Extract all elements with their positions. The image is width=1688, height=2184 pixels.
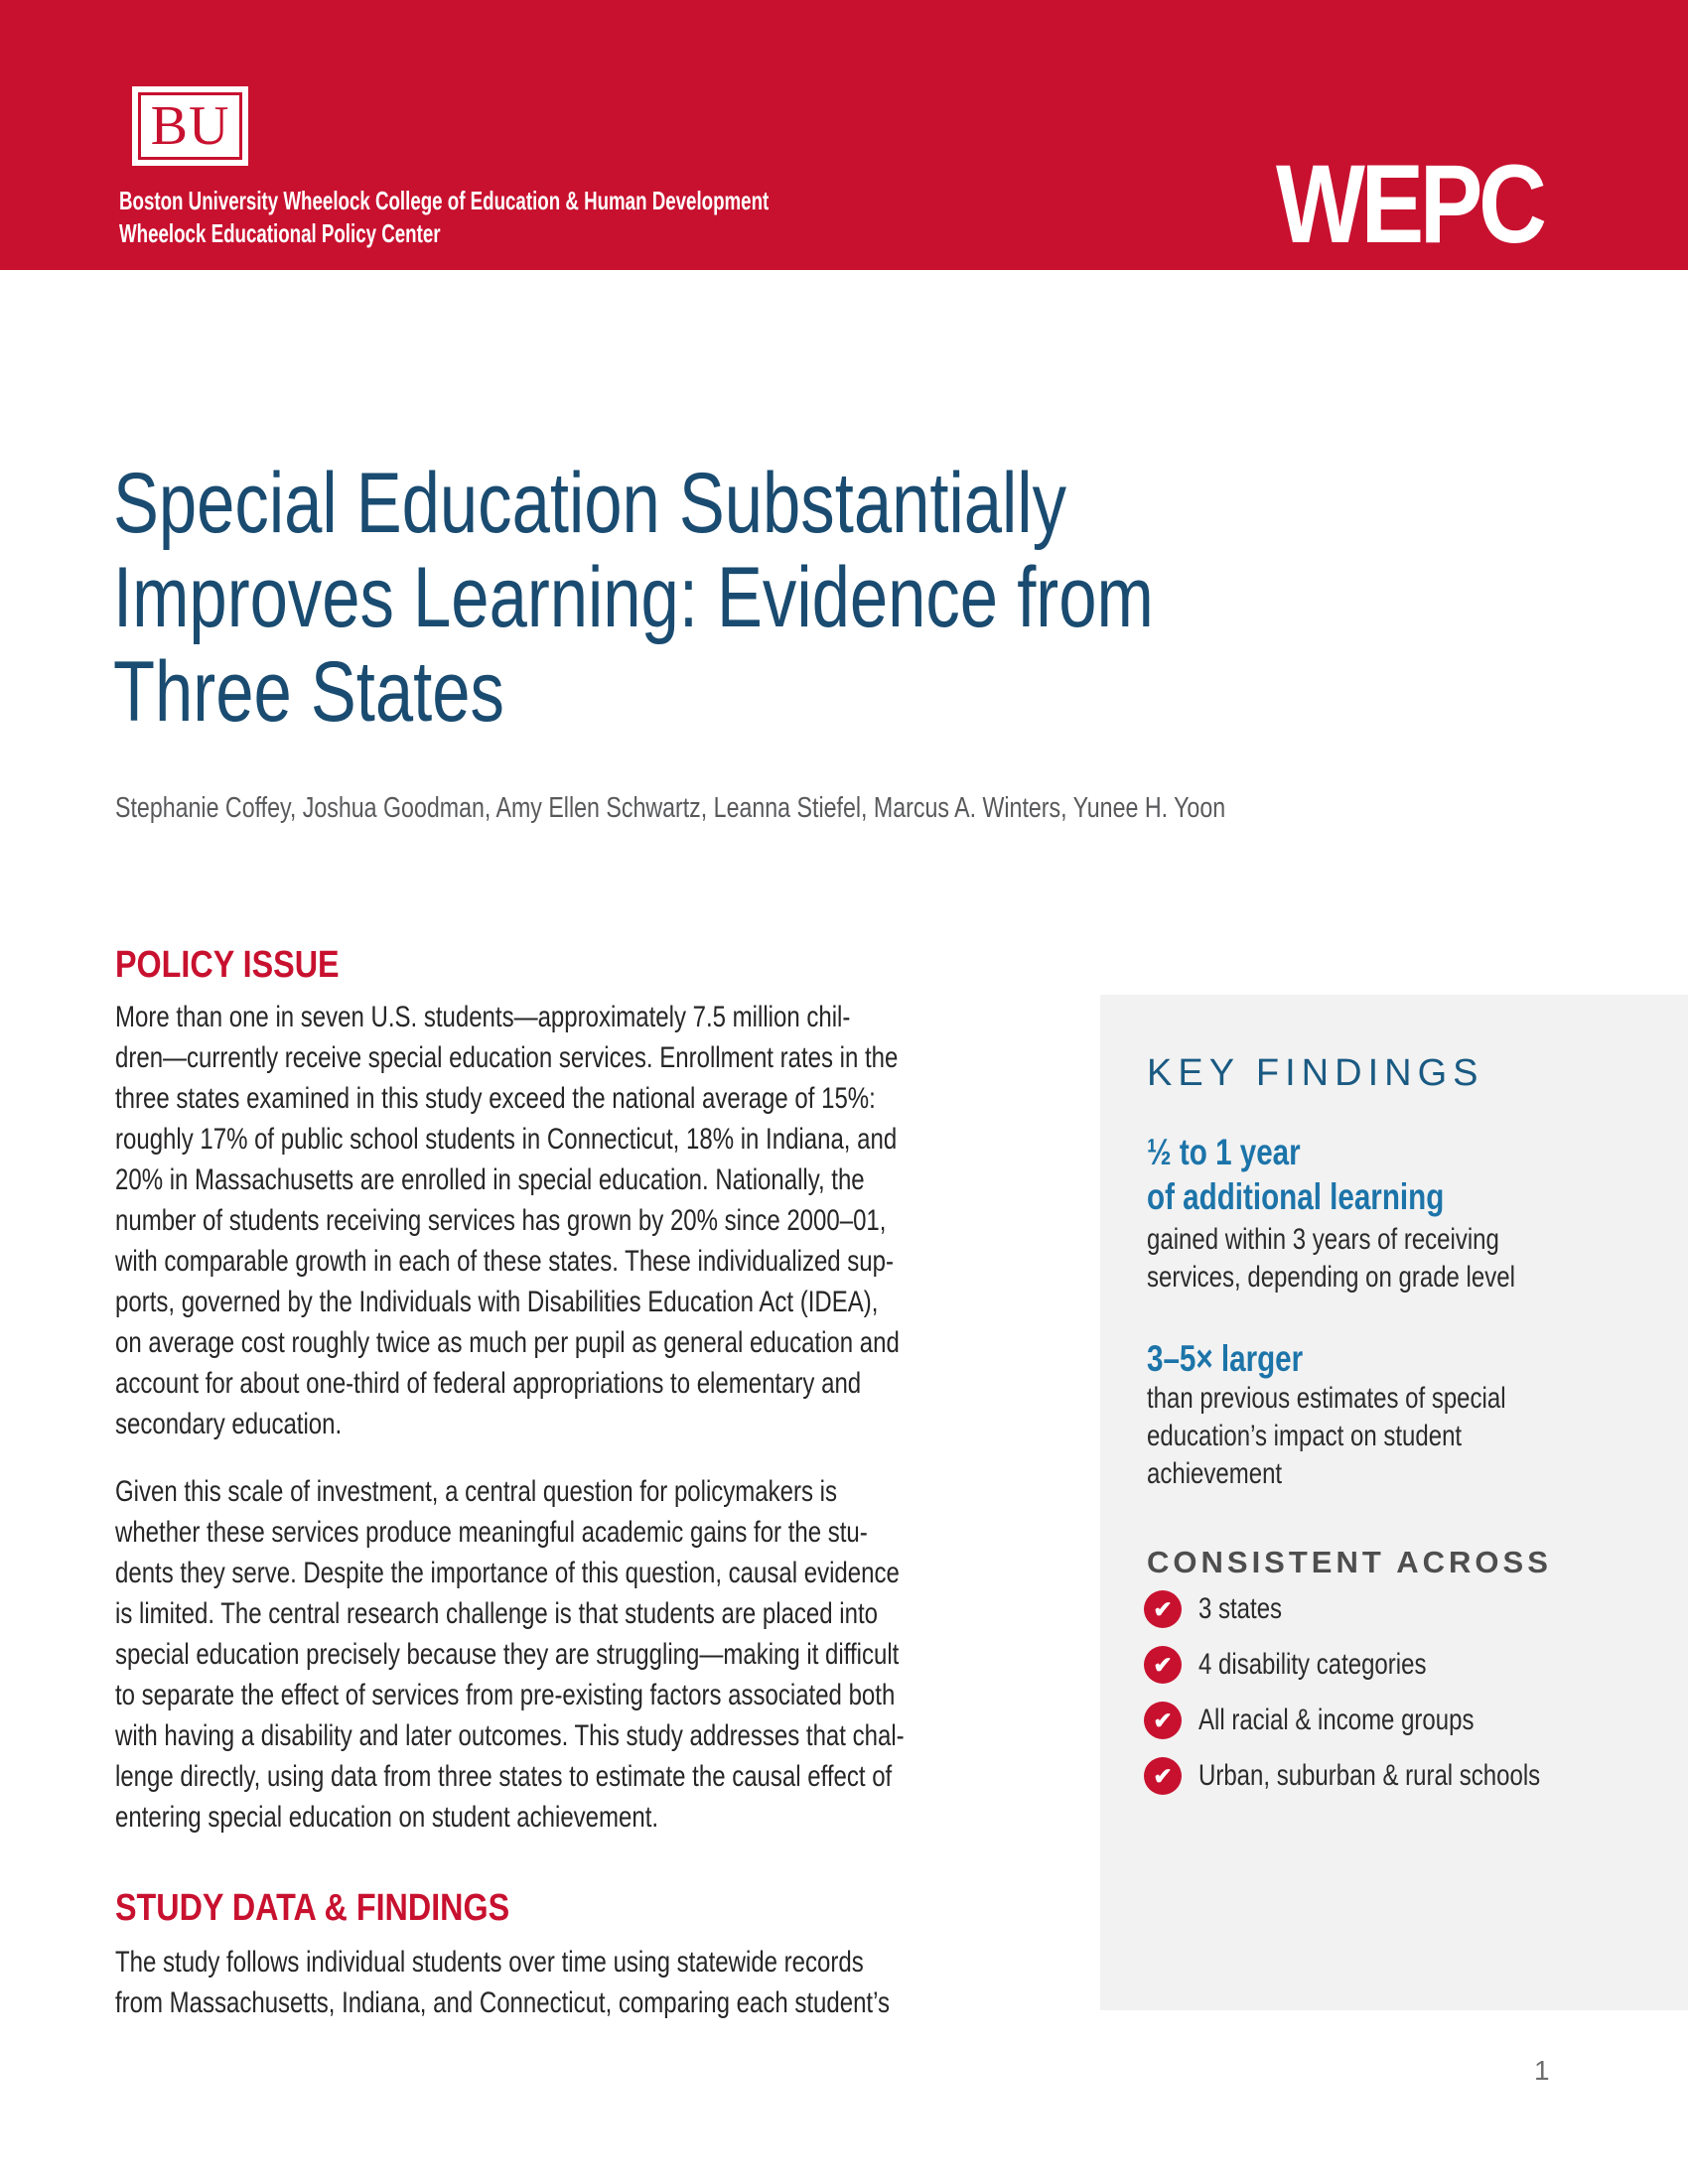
checkmark-icon: ✔ xyxy=(1144,1646,1182,1684)
text-line: on average cost roughly twice as much per pupil as general education and xyxy=(115,1326,900,1359)
text-line: number of students receiving services has grown by 20% since 2000–01, xyxy=(115,1204,887,1237)
org-name-block xyxy=(119,185,1022,250)
consistent-across-list xyxy=(1144,1590,1625,1813)
list-item xyxy=(1144,1646,1625,1684)
text-line: Given this scale of investment, a central question for policymakers is xyxy=(115,1475,837,1508)
bu-logo xyxy=(132,86,248,166)
list-item-label: Urban, suburban & rural schools xyxy=(1198,1759,1541,1792)
list-item xyxy=(1144,1590,1625,1628)
text-line: from Massachusetts, Indiana, and Connecticut, comparing each student’s xyxy=(115,1986,890,2019)
wepc-logo: WEPC xyxy=(1276,142,1543,266)
text-line: dren—currently receive special education services. Enrollment rates in the xyxy=(115,1041,899,1074)
text-line: account for about one-third of federal appropriations to elementary and xyxy=(115,1367,862,1400)
policy-issue-paragraph-2 xyxy=(115,1471,1101,1838)
title-line: Improves Learning: Evidence from xyxy=(113,550,1154,645)
list-item xyxy=(1144,1757,1625,1795)
page-number: 1 xyxy=(1534,2055,1550,2086)
text-line: secondary education. xyxy=(115,1408,343,1440)
title-line: Three States xyxy=(113,644,504,740)
bu-logo-frame xyxy=(138,92,242,160)
text-line: lenge directly, using data from three states to estimate the causal effect of xyxy=(115,1760,893,1793)
text-line: three states examined in this study exceed the national average of 15%: xyxy=(115,1082,876,1115)
text-line: whether these services produce meaningful academic gains for the stu- xyxy=(115,1516,868,1549)
finding-1-description: gained within 3 years of receiving services, depending on grade level xyxy=(1147,1223,1515,1294)
policy-issue-paragraph-1 xyxy=(115,997,1095,1444)
text-line: entering special education on student achievement. xyxy=(115,1801,659,1834)
finding-2-stat: 3–5× larger xyxy=(1147,1338,1304,1379)
org-line-1: Boston University Wheelock College of Education & Human Development xyxy=(119,186,770,215)
text-line: with comparable growth in each of these states. These individualized sup- xyxy=(115,1245,894,1278)
title-line: Special Education Substantially xyxy=(113,456,1066,551)
text-line: is limited. The central research challenge is that students are placed into xyxy=(115,1597,878,1630)
list-item xyxy=(1144,1702,1625,1739)
list-item-label: 3 states xyxy=(1198,1592,1283,1625)
study-data-paragraph xyxy=(115,1942,1083,2023)
authors-line: Stephanie Coffey, Joshua Goodman, Amy Ellen Schwartz, Leanna Stiefel, Marcus A. Winters, Yunee H. Yoon xyxy=(115,792,1226,824)
checkmark-icon: ✔ xyxy=(1144,1590,1182,1628)
finding-2-description: than previous estimates of special education’s impact on student achievement xyxy=(1147,1382,1506,1490)
checkmark-icon: ✔ xyxy=(1144,1702,1182,1739)
policy-issue-heading: POLICY ISSUE xyxy=(115,944,340,986)
checkmark-icon: ✔ xyxy=(1144,1757,1182,1795)
list-item-label: All racial & income groups xyxy=(1198,1704,1475,1736)
text-line: The study follows individual students over time using statewide records xyxy=(115,1946,864,1979)
text-line: dents they serve. Despite the importance of this question, causal evidence xyxy=(115,1557,900,1589)
key-findings-panel xyxy=(1100,995,1688,2010)
text-line: ports, governed by the Individuals with Disabilities Education Act (IDEA), xyxy=(115,1286,879,1318)
consistent-across-heading: CONSISTENT ACROSS xyxy=(1147,1545,1552,1579)
text-line: with having a disability and later outcomes. This study addresses that chal- xyxy=(115,1719,905,1752)
bu-logo-text: BU xyxy=(150,95,230,157)
text-line: 20% in Massachusetts are enrolled in special education. Nationally, the xyxy=(115,1163,865,1196)
study-data-heading: STUDY DATA & FINDINGS xyxy=(115,1887,510,1929)
key-findings-heading: KEY FINDINGS xyxy=(1147,1052,1484,1094)
text-line: to separate the effect of services from pre-existing factors associated both xyxy=(115,1679,896,1711)
text-line: roughly 17% of public school students in Connecticut, 18% in Indiana, and xyxy=(115,1123,898,1156)
finding-1-stat: ½ to 1 year of additional learning xyxy=(1147,1132,1445,1217)
list-item-label: 4 disability categories xyxy=(1198,1648,1427,1681)
org-line-2: Wheelock Educational Policy Center xyxy=(119,218,441,248)
page-title xyxy=(113,457,1414,740)
header-banner xyxy=(0,0,1688,270)
text-line: special education precisely because they are struggling—making it difficult xyxy=(115,1638,900,1671)
text-line: More than one in seven U.S. students—approximately 7.5 million chil- xyxy=(115,1001,851,1033)
